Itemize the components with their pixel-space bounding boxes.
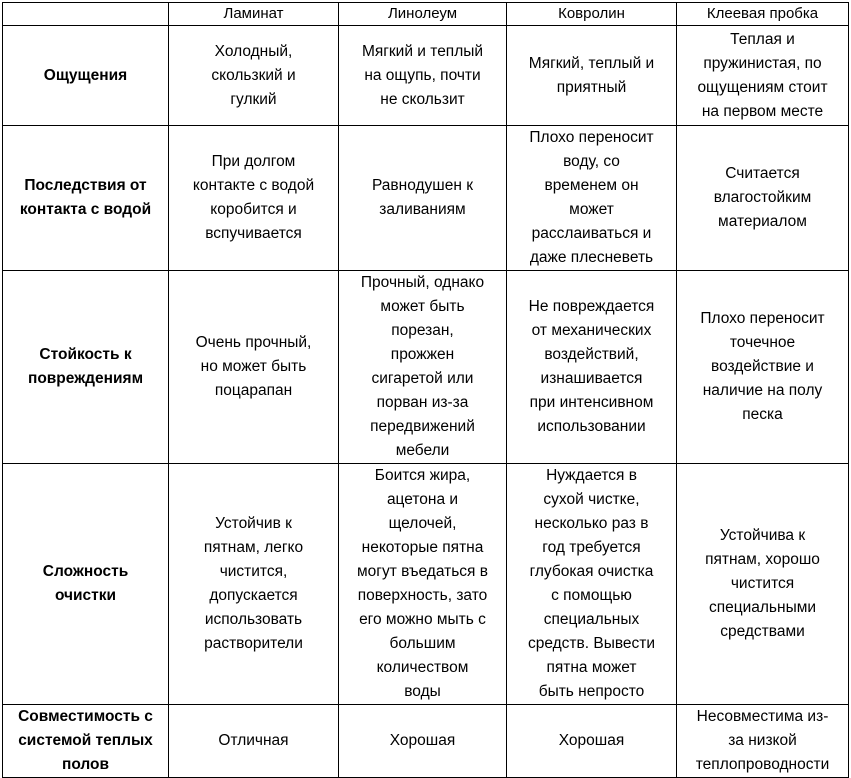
row-label-line: очистки	[54, 587, 117, 604]
cell-text-line: Устойчив к	[215, 515, 292, 532]
header-carpet: Ковролин	[507, 3, 677, 26]
cell-carpet	[507, 126, 677, 271]
row-label-cell	[3, 271, 169, 464]
cell-text-line: мебели	[395, 442, 450, 459]
cell-carpet	[507, 464, 677, 705]
cell-text-line: наличие на полу	[702, 382, 823, 399]
table-row	[3, 26, 849, 126]
table-row	[3, 271, 849, 464]
cell-text-line: его можно мыть с	[359, 611, 486, 628]
cell-text-line: воду, со	[563, 153, 620, 170]
cell-text-line: чистится	[730, 575, 795, 592]
cell-text-line: Хорошая	[558, 732, 625, 749]
cell-text-line: приятный	[556, 78, 627, 96]
cell-text-line: использовании	[537, 418, 646, 435]
cell-laminate	[169, 705, 339, 778]
cell-text-line: пружинистая, по	[703, 54, 822, 72]
cell-cork	[677, 705, 849, 778]
cell-text-line: Теплая и	[730, 30, 795, 48]
cell-text-line: Очень прочный,	[195, 334, 312, 351]
cell-text-line: Хорошая	[389, 732, 456, 749]
cell-text-line: заливаниям	[379, 201, 466, 218]
cell-text-line: поверхность, зато	[357, 587, 488, 604]
header-row	[3, 3, 849, 26]
cell-laminate	[169, 126, 339, 271]
cell-text-line: изнашивается	[540, 370, 643, 387]
cell-text-line: Мягкий, теплый и	[528, 54, 655, 72]
cell-text-line: пятнам, легко	[203, 539, 304, 556]
cell-text-line: растворители	[204, 635, 303, 652]
row-label-line: системой теплых	[18, 732, 153, 749]
cell-carpet	[507, 705, 677, 778]
cell-text-line: порван из-за	[376, 394, 469, 411]
table-row	[3, 126, 849, 271]
row-label-cell	[3, 705, 169, 778]
cell-text-line: даже плесневеть	[529, 249, 654, 266]
row-label-line: Сложность	[42, 563, 129, 580]
cell-text-line: Мягкий и теплый	[361, 42, 484, 60]
cell-text-line: Равнодушен к	[371, 177, 473, 194]
cell-text-line: скользкий и	[211, 66, 296, 84]
cell-text-line: прожжен	[390, 346, 455, 363]
cell-text-line: поцарапан	[214, 382, 293, 399]
cell-text-line: быть непросто	[538, 683, 645, 700]
row-label-line: Стойкость к	[39, 346, 132, 363]
cell-text-line: воздействий,	[544, 346, 639, 363]
cell-linoleum	[339, 26, 507, 126]
cell-linoleum	[339, 464, 507, 705]
row-label-line: Последствия от	[24, 177, 147, 194]
cell-text-line: Холодный,	[214, 42, 293, 60]
cell-text-line: допускается	[209, 587, 298, 604]
cell-text-line: Устойчива к	[719, 527, 806, 544]
cell-laminate	[169, 26, 339, 126]
cell-text-line: Боится жира,	[374, 467, 471, 484]
cell-text-line: но может быть	[200, 358, 307, 375]
cell-text-line: При долгом	[211, 153, 296, 170]
cell-text-line: от механических	[531, 322, 652, 339]
cell-text-line: точечное	[729, 334, 796, 351]
cell-text-line: коробится и	[210, 201, 297, 218]
cell-text-line: Прочный, однако	[360, 274, 485, 291]
cell-linoleum	[339, 705, 507, 778]
cell-text-line: воды	[404, 683, 441, 700]
header-linoleum: Линолеум	[339, 3, 507, 26]
cell-text-line: пятна может	[546, 659, 637, 676]
cell-laminate	[169, 464, 339, 705]
cell-text-line: временем он	[544, 177, 639, 194]
cell-text-line: Плохо переносит	[529, 129, 654, 146]
cell-text-line: воздействие и	[711, 358, 814, 375]
table-row	[3, 705, 849, 778]
cell-carpet	[507, 26, 677, 126]
cell-text-line: использовать	[204, 611, 303, 628]
header-corner-cell	[3, 3, 169, 26]
row-label-line: повреждениям	[27, 370, 144, 387]
cell-text-line: теплопроводности	[695, 756, 830, 773]
cell-text-line: контакте с водой	[192, 177, 315, 194]
row-label-cell	[3, 126, 169, 271]
cell-text-line: средствами	[720, 623, 805, 640]
cell-text-line: Плохо переносит	[700, 310, 825, 327]
cell-cork	[677, 26, 849, 126]
cell-text-line: песка	[742, 406, 783, 423]
cell-text-line: сухой чистке,	[543, 491, 640, 508]
cell-laminate	[169, 271, 339, 464]
cell-text-line: передвижений	[370, 418, 475, 435]
cell-text-line: количеством	[376, 659, 469, 676]
cell-linoleum	[339, 126, 507, 271]
cell-text-line: могут въедаться в	[357, 563, 488, 580]
row-label-cell	[3, 464, 169, 705]
cell-text-line: может	[569, 201, 614, 218]
cell-text-line: глубокая очистка	[529, 563, 654, 580]
cell-text-line: может быть	[380, 298, 465, 315]
row-label-cell	[3, 26, 169, 126]
cell-text-line: порезан,	[391, 322, 454, 339]
cell-linoleum	[339, 271, 507, 464]
row-label-line: Ощущения	[43, 66, 128, 84]
cell-text-line: за низкой	[728, 732, 797, 749]
cell-text-line: Отличная	[218, 732, 289, 749]
cell-carpet	[507, 271, 677, 464]
row-label-line: полов	[61, 756, 110, 773]
cell-text-line: год требуется	[542, 539, 641, 556]
cell-text-line: не скользит	[380, 90, 465, 108]
cell-text-line: несколько раз в	[534, 515, 649, 532]
cell-text-line: Нуждается в	[546, 467, 637, 484]
table-row	[3, 464, 849, 705]
cell-cork	[677, 271, 849, 464]
cell-text-line: сигаретой или	[371, 370, 474, 387]
cell-text-line: на первом месте	[701, 102, 824, 120]
header-cork: Клеевая пробка	[677, 3, 849, 26]
comparison-table	[2, 2, 849, 778]
cell-cork	[677, 464, 849, 705]
cell-text-line: пятнам, хорошо	[705, 551, 820, 568]
cell-text-line: материалом	[718, 213, 807, 230]
cell-text-line: чистится,	[219, 563, 288, 580]
cell-text-line: щелочей,	[388, 515, 457, 532]
row-label-line: контакта с водой	[19, 201, 152, 218]
cell-text-line: влагостойким	[713, 189, 812, 206]
cell-text-line: специальных	[543, 611, 640, 628]
cell-text-line: на ощупь, почти	[364, 66, 481, 84]
cell-text-line: средств. Вывести	[527, 635, 656, 652]
cell-text-line: с помощью	[551, 587, 632, 604]
cell-text-line: вспучивается	[205, 225, 302, 242]
cell-text-line: гулкий	[230, 90, 277, 108]
cell-text-line: специальными	[708, 599, 817, 616]
cell-cork	[677, 126, 849, 271]
cell-text-line: Не повреждается	[528, 298, 655, 315]
header-laminate: Ламинат	[169, 3, 339, 26]
cell-text-line: Считается	[725, 165, 800, 182]
cell-text-line: расслаиваться и	[531, 225, 652, 242]
cell-text-line: ацетона и	[386, 491, 459, 508]
cell-text-line: большим	[389, 635, 456, 652]
cell-text-line: некоторые пятна	[361, 539, 484, 556]
cell-text-line: Несовместима из-	[696, 708, 829, 725]
cell-text-line: ощущениям стоит	[697, 78, 828, 96]
cell-text-line: при интенсивном	[529, 394, 654, 411]
row-label-line: Совместимость с	[18, 708, 153, 725]
